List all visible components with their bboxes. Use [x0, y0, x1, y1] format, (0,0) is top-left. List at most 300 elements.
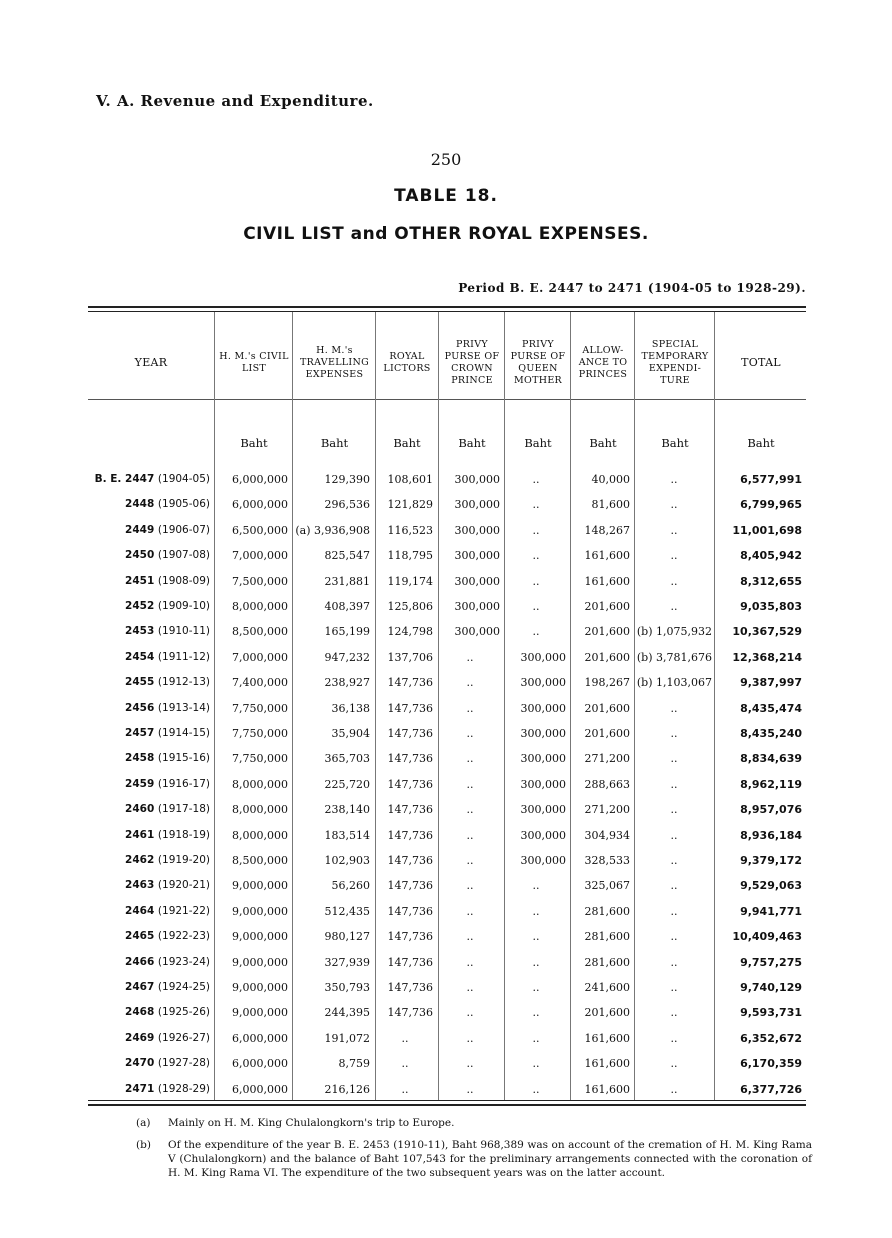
year-span: (1925-26) [157, 1006, 210, 1019]
row-year [88, 721, 210, 746]
cell-civil: 6,500,000 [232, 523, 288, 537]
table-row [88, 873, 806, 898]
year-label: 2461 [125, 828, 155, 841]
year-label: 2470 [125, 1057, 155, 1070]
cell-special: (b) 3,781,676 [636, 650, 712, 664]
cell-princes: 161,600 [584, 549, 630, 563]
table-row [88, 797, 806, 822]
cell-travel: 165,199 [324, 625, 370, 639]
cell-total: 8,834,639 [740, 752, 802, 766]
cell-lictors: 125,806 [387, 600, 433, 613]
cell-crown: 300,000 [454, 523, 500, 537]
year-label: 2456 [125, 701, 155, 714]
row-year [88, 569, 210, 594]
table-row [88, 645, 806, 670]
data-table [88, 306, 806, 1106]
cell-civil: 9,000,000 [232, 879, 288, 893]
year-span: (1914-15) [157, 727, 210, 739]
cell-special: .. [670, 981, 678, 994]
table-row [88, 1077, 806, 1102]
unit-label: Baht [320, 436, 349, 450]
cell-crown: 300,000 [454, 600, 500, 613]
cell-travel: 231,881 [324, 574, 370, 588]
col-header-queen-mother: PRIVY PURSE OF QUEEN MOTHER [510, 339, 566, 386]
cell-crown: 300,000 [454, 473, 500, 486]
cell-crown: .. [466, 854, 474, 867]
cell-special: .. [670, 1082, 678, 1096]
cell-lictors: 124,798 [387, 625, 433, 639]
year-label: 2452 [125, 600, 155, 612]
cell-civil: 8,500,000 [232, 625, 288, 639]
cell-queen: .. [532, 625, 540, 639]
cell-lictors: 147,736 [387, 879, 433, 893]
cell-special: .. [670, 803, 678, 817]
cell-queen: .. [532, 523, 540, 537]
cell-princes: 281,600 [584, 904, 630, 918]
cell-princes: 148,267 [584, 523, 630, 537]
table-row [88, 746, 806, 771]
cell-civil: 8,500,000 [232, 854, 288, 867]
cell-travel: 56,260 [331, 879, 370, 893]
year-span: (1916-17) [157, 777, 210, 790]
row-year [88, 696, 210, 721]
cell-crown: .. [466, 981, 474, 994]
cell-total: 10,409,463 [732, 930, 802, 944]
year-span: (1917-18) [157, 803, 210, 816]
cell-lictors: 116,523 [387, 523, 433, 537]
cell-civil: 6,000,000 [232, 473, 288, 486]
cell-crown: .. [466, 676, 474, 690]
cell-travel: 327,939 [324, 955, 370, 969]
cell-travel: 225,720 [324, 777, 370, 791]
year-label: 2458 [125, 752, 155, 765]
table-row [88, 569, 806, 594]
cell-travel: 36,138 [331, 701, 370, 715]
row-year [88, 467, 210, 492]
cell-travel: 980,127 [324, 930, 370, 944]
cell-lictors: 147,736 [387, 930, 433, 944]
cell-travel: 102,903 [324, 854, 370, 867]
row-year [88, 543, 210, 568]
cell-travel: 35,904 [331, 727, 370, 740]
cell-lictors: 147,736 [387, 981, 433, 994]
cell-total: 8,936,184 [740, 828, 802, 842]
cell-crown: 300,000 [454, 549, 500, 563]
year-span: (1924-25) [157, 981, 210, 993]
cell-special: .. [670, 574, 678, 588]
cell-special: .. [670, 498, 678, 512]
cell-crown: .. [466, 1006, 474, 1020]
year-label: 2450 [125, 549, 155, 562]
cell-special: .. [670, 904, 678, 918]
table-row [88, 670, 806, 695]
table-row [88, 1026, 806, 1051]
cell-special: .. [670, 600, 678, 613]
cell-lictors: 147,736 [387, 955, 433, 969]
cell-travel: 191,072 [324, 1031, 370, 1045]
cell-lictors: 147,736 [387, 803, 433, 817]
year-span: (1909-10) [157, 600, 210, 612]
cell-queen: .. [532, 904, 540, 918]
cell-special: .. [670, 752, 678, 766]
cell-lictors: .. [401, 1057, 409, 1071]
cell-travel: 365,703 [324, 752, 370, 766]
cell-princes: 328,533 [584, 854, 630, 867]
cell-queen: .. [532, 879, 540, 893]
page-number: 250 [430, 150, 462, 169]
year-span: (1908-09) [157, 574, 210, 587]
unit-label: Baht [524, 436, 552, 450]
cell-queen: .. [532, 1082, 540, 1096]
year-span: (1904-05) [157, 473, 210, 485]
year-span: (1922-23) [157, 930, 210, 943]
table-row [88, 848, 806, 873]
cell-princes: 161,600 [584, 1082, 630, 1096]
table-row [88, 518, 806, 543]
row-year [88, 619, 210, 644]
cell-crown: 300,000 [454, 498, 500, 512]
year-label: 2471 [125, 1082, 155, 1095]
year-span: (1912-13) [157, 676, 210, 689]
row-year [88, 1051, 210, 1076]
year-label: 2463 [125, 879, 155, 892]
cell-special: .. [670, 777, 678, 791]
cell-lictors: 137,706 [387, 650, 433, 664]
cell-crown: .. [466, 904, 474, 918]
cell-lictors: 118,795 [387, 549, 433, 563]
cell-princes: 81,600 [591, 498, 630, 512]
unit-label: Baht [393, 436, 421, 450]
cell-civil: 7,750,000 [232, 727, 288, 740]
row-year [88, 746, 210, 771]
cell-special: (b) 1,103,067 [636, 676, 712, 690]
cell-crown: 300,000 [454, 625, 500, 639]
year-span: (1919-20) [157, 854, 210, 866]
row-year [88, 924, 210, 949]
cell-special: .. [670, 930, 678, 944]
row-year [88, 823, 210, 848]
cell-special: .. [670, 523, 678, 537]
cell-princes: 201,600 [584, 650, 630, 664]
table-row [88, 950, 806, 975]
cell-special: .. [670, 828, 678, 842]
cell-crown: .. [466, 930, 474, 944]
table-rule-top [88, 311, 806, 312]
cell-princes: 271,200 [584, 803, 630, 817]
cell-special: .. [670, 473, 678, 486]
cell-special: .. [670, 955, 678, 969]
col-header-special-expenditure: SPECIAL TEMPORARY EXPENDI-TURE [641, 339, 709, 386]
cell-queen: 300,000 [520, 752, 566, 766]
cell-special: .. [670, 1006, 678, 1020]
year-span: (1927-28) [157, 1057, 210, 1070]
table-row [88, 721, 806, 746]
table-row [88, 492, 806, 517]
cell-lictors: 147,736 [387, 727, 433, 740]
header-rule [88, 399, 806, 400]
cell-queen: 300,000 [520, 650, 566, 664]
cell-total: 9,529,063 [740, 879, 802, 893]
row-year [88, 848, 210, 873]
footnote-text: Mainly on H. M. King Chulalongkorn's trip to Europe. [168, 1117, 455, 1129]
year-label: 2454 [125, 650, 155, 663]
cell-special: .. [670, 1057, 678, 1071]
footnote-label: (a) [136, 1117, 151, 1129]
cell-total: 12,368,214 [732, 650, 802, 664]
cell-crown: .. [466, 701, 474, 715]
year-span: (1926-27) [157, 1031, 210, 1044]
cell-queen: .. [532, 1006, 540, 1020]
cell-queen: .. [532, 1057, 540, 1071]
table-row [88, 975, 806, 1000]
table-row [88, 696, 806, 721]
cell-travel: 238,140 [324, 803, 370, 817]
cell-civil: 6,000,000 [232, 498, 288, 512]
cell-civil: 6,000,000 [232, 1057, 288, 1071]
table-subtitle: CIVIL LIST and OTHER ROYAL EXPENSES. [243, 224, 649, 244]
cell-civil: 9,000,000 [232, 1006, 288, 1020]
footnote-b [136, 1138, 812, 1182]
cell-queen: .. [532, 574, 540, 588]
cell-lictors: 147,736 [387, 1006, 433, 1020]
cell-travel: 825,547 [324, 549, 370, 563]
unit-label: Baht [747, 436, 775, 450]
year-label: 2451 [125, 574, 155, 587]
cell-travel: 408,397 [324, 600, 370, 613]
cell-travel: 350,793 [324, 981, 370, 994]
cell-civil: 9,000,000 [232, 904, 288, 918]
footnote-a [136, 1116, 812, 1132]
year-label: 2459 [125, 777, 155, 790]
cell-civil: 9,000,000 [232, 955, 288, 969]
cell-special: (b) 1,075,932 [636, 625, 712, 639]
cell-queen: .. [532, 955, 540, 969]
row-year [88, 645, 210, 670]
year-label: B. E. 2447 [94, 473, 155, 485]
cell-civil: 6,000,000 [232, 1082, 288, 1096]
cell-crown: .. [466, 1082, 474, 1096]
cell-queen: 300,000 [520, 701, 566, 715]
cell-total: 9,757,275 [740, 955, 802, 969]
footnote-text: Of the expenditure of the year B. E. 2453 (1910-11), Baht 968,389 was on account of the cremation of H. M. King Rama V (Chulalongkorn) and the balance of Baht 107,543 for the preliminary arrangements connected with the coronation of H. M. King Rama VI. The expenditure of the two subsequent years was on the latter account. [168, 1139, 812, 1179]
cell-travel: 512,435 [324, 904, 370, 918]
year-label: 2455 [125, 676, 155, 689]
cell-civil: 6,000,000 [232, 1031, 288, 1045]
cell-princes: 201,600 [584, 701, 630, 715]
cell-princes: 198,267 [584, 676, 630, 690]
cell-princes: 201,600 [584, 1006, 630, 1020]
cell-civil: 7,750,000 [232, 701, 288, 715]
cell-total: 6,377,726 [740, 1082, 802, 1096]
cell-travel: 8,759 [338, 1057, 370, 1071]
cell-princes: 201,600 [584, 600, 630, 613]
cell-total: 10,367,529 [732, 625, 802, 639]
year-label: 2465 [125, 930, 155, 943]
cell-total: 9,593,731 [740, 1006, 802, 1020]
year-label: 2462 [125, 854, 155, 866]
cell-civil: 8,000,000 [232, 828, 288, 842]
cell-queen: .. [532, 498, 540, 512]
table-row [88, 899, 806, 924]
cell-civil: 8,000,000 [232, 600, 288, 613]
cell-princes: 201,600 [584, 625, 630, 639]
cell-princes: 288,663 [584, 777, 630, 791]
table-row [88, 1051, 806, 1076]
cell-crown: .. [466, 828, 474, 842]
cell-lictors: 108,601 [387, 473, 433, 486]
cell-travel: 244,395 [324, 1006, 370, 1020]
cell-crown: .. [466, 955, 474, 969]
table-title: TABLE 18. [394, 186, 498, 206]
row-year [88, 950, 210, 975]
col-header-year: YEAR [134, 356, 168, 369]
cell-queen: .. [532, 1031, 540, 1045]
year-span: (1918-19) [157, 828, 210, 841]
cell-queen: .. [532, 473, 540, 486]
cell-princes: 161,600 [584, 1031, 630, 1045]
row-year [88, 1077, 210, 1102]
cell-special: .. [670, 879, 678, 893]
cell-total: 8,957,076 [740, 803, 802, 817]
cell-queen: 300,000 [520, 854, 566, 867]
table-row [88, 1000, 806, 1025]
year-span: (1928-29) [157, 1082, 210, 1095]
cell-civil: 7,400,000 [232, 676, 288, 690]
row-year [88, 518, 210, 543]
cell-lictors: 147,736 [387, 828, 433, 842]
year-span: (1907-08) [157, 549, 210, 562]
unit-label: Baht [589, 436, 617, 450]
cell-travel: (a) 3,936,908 [295, 523, 370, 537]
cell-crown: .. [466, 752, 474, 766]
cell-travel: 238,927 [324, 676, 370, 690]
year-label: 2453 [125, 625, 155, 638]
year-span: (1905-06) [157, 498, 210, 511]
row-year [88, 797, 210, 822]
year-label: 2466 [125, 955, 155, 968]
cell-queen: .. [532, 600, 540, 613]
cell-total: 8,962,119 [740, 777, 802, 791]
cell-lictors: 147,736 [387, 701, 433, 715]
cell-lictors: 121,829 [387, 498, 433, 512]
row-year [88, 594, 210, 619]
year-span: (1910-11) [157, 625, 210, 638]
cell-civil: 9,000,000 [232, 930, 288, 944]
year-span: (1923-24) [157, 955, 210, 968]
table-row [88, 823, 806, 848]
cell-civil: 8,000,000 [232, 777, 288, 791]
cell-total: 6,799,965 [740, 498, 802, 512]
cell-queen: .. [532, 981, 540, 994]
cell-princes: 281,600 [584, 955, 630, 969]
cell-lictors: 147,736 [387, 777, 433, 791]
cell-lictors: .. [401, 1082, 409, 1096]
cell-princes: 241,600 [584, 981, 630, 994]
cell-total: 9,740,129 [740, 981, 802, 994]
cell-total: 9,387,997 [740, 676, 802, 690]
unit-label: Baht [458, 436, 486, 450]
cell-lictors: 147,736 [387, 854, 433, 867]
cell-crown: 300,000 [454, 574, 500, 588]
year-label: 2460 [125, 803, 155, 816]
cell-civil: 7,500,000 [232, 574, 288, 588]
row-year [88, 1026, 210, 1051]
cell-princes: 325,067 [584, 879, 630, 893]
cell-princes: 304,934 [584, 828, 630, 842]
year-label: 2468 [125, 1006, 155, 1019]
cell-crown: .. [466, 879, 474, 893]
cell-princes: 161,600 [584, 1057, 630, 1071]
cell-lictors: 119,174 [387, 574, 433, 588]
table-row [88, 772, 806, 797]
col-header-crown-prince: PRIVY PURSE OF CROWN PRINCE [444, 339, 500, 386]
cell-total: 6,577,991 [740, 473, 802, 486]
cell-total: 6,170,359 [740, 1057, 802, 1071]
cell-lictors: 147,736 [387, 752, 433, 766]
cell-crown: .. [466, 1057, 474, 1071]
cell-lictors: 147,736 [387, 904, 433, 918]
row-year [88, 975, 210, 1000]
cell-civil: 7,000,000 [232, 549, 288, 563]
unit-label: Baht [661, 436, 689, 450]
row-year [88, 492, 210, 517]
cell-civil: 7,000,000 [232, 650, 288, 664]
year-span: (1920-21) [157, 879, 210, 892]
cell-princes: 281,600 [584, 930, 630, 944]
row-year [88, 1000, 210, 1025]
table-row [88, 543, 806, 568]
row-year [88, 899, 210, 924]
cell-special: .. [670, 1031, 678, 1045]
year-span: (1911-12) [157, 650, 210, 663]
cell-crown: .. [466, 650, 474, 664]
cell-special: .. [670, 549, 678, 563]
cell-special: .. [670, 701, 678, 715]
year-label: 2469 [125, 1031, 155, 1044]
col-header-civil-list: H. M.'s CIVIL LIST [219, 351, 289, 374]
col-header-royal-lictors: ROYAL LICTORS [383, 351, 431, 374]
cell-total: 8,312,655 [740, 574, 802, 588]
cell-special: .. [670, 854, 678, 867]
table-row [88, 594, 806, 619]
year-span: (1921-22) [157, 904, 210, 917]
cell-crown: .. [466, 777, 474, 791]
cell-travel: 129,390 [324, 473, 370, 486]
cell-queen: 300,000 [520, 727, 566, 740]
cell-travel: 296,536 [324, 498, 370, 512]
cell-princes: 40,000 [591, 473, 630, 486]
cell-queen: 300,000 [520, 828, 566, 842]
cell-special: .. [670, 727, 678, 740]
footnote-label: (b) [136, 1139, 151, 1151]
row-year [88, 670, 210, 695]
cell-crown: .. [466, 1031, 474, 1045]
cell-crown: .. [466, 727, 474, 740]
col-header-allowance-princes: ALLOW-ANCE TO PRINCES [578, 345, 628, 380]
cell-civil: 9,000,000 [232, 981, 288, 994]
cell-lictors: 147,736 [387, 676, 433, 690]
col-header-travelling-expenses: H. M.'s TRAVELLING EXPENSES [300, 345, 369, 380]
cell-total: 11,001,698 [732, 523, 802, 537]
cell-travel: 216,126 [324, 1082, 370, 1096]
cell-princes: 161,600 [584, 574, 630, 588]
year-label: 2467 [125, 981, 155, 993]
cell-queen: 300,000 [520, 676, 566, 690]
table-row [88, 619, 806, 644]
year-span: (1906-07) [157, 523, 210, 536]
cell-civil: 7,750,000 [232, 752, 288, 766]
cell-total: 9,035,803 [740, 600, 802, 613]
